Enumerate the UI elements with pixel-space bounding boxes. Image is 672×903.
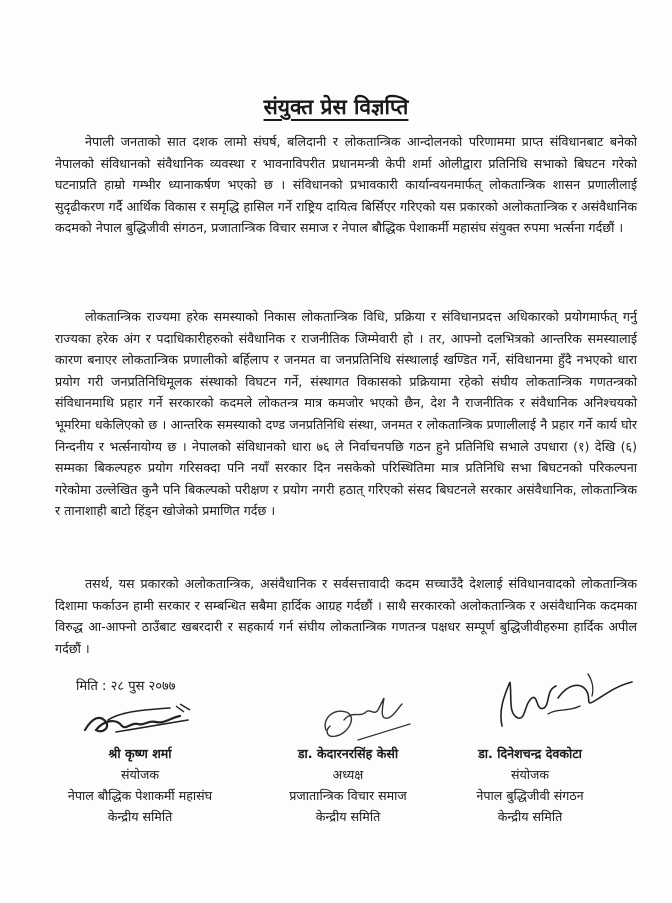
document-title: संयुक्त प्रेस विज्ञप्ति — [263, 95, 409, 119]
signer-organization: नेपाल बुद्धिजीवी संगठन — [476, 788, 584, 803]
signer-block-3 — [430, 743, 630, 827]
signer-committee: केन्द्रीय समिति — [107, 809, 173, 824]
paragraph-1: नेपाली जनताको सात दशक लामो संघर्ष, बलिदानी र लोकतान्त्रिक आन्दोलनको परिणाममा प्राप्त संविधानबाट बनेको नेपालको संविधानको संवैधानिक व्यवस्था र भावनाविपरीत प्रधानमन्त्री केपी शर्मा ओलीद्वारा प्रतिनिधि सभाको बिघटन गरेको घटनाप्रति हाम्रो गम्भीर ध्यानाकर्षण भएको छ । संविधानको प्रभावकारी कार्यान्वयनमार्फत् लोकतान्त्रिक शासन प्रणालीलाई सुदृढीकरण गर्दै आर्थिक विकास र समृद्धि हासिल गर्ने राष्ट्रिय दायित्व बिर्सिएर गरिएको यस प्रकारको अलोकतान्त्रिक र असंवैधानिक कदमको नेपाल बुद्धिजीवी संगठन, प्रजातान्त्रिक विचार समाज र नेपाल बौद्धिक पेशाकर्मी महासंघ संयुक्त रुपमा भर्त्सना गर्दछौं । — [55, 134, 637, 236]
signer-committee: केन्द्रीय समिति — [497, 809, 563, 824]
signature-3-image — [488, 668, 638, 738]
signer-committee: केन्द्रीय समिति — [315, 809, 381, 824]
signature-2-image — [318, 690, 418, 748]
signer-name: डा. केदारनरसिंह केसी — [297, 746, 399, 761]
signer-name: डा. दिनेशचन्द्र देवकोटा — [478, 746, 582, 761]
paragraph-2: लोकतान्त्रिक राज्यमा हरेक समस्याको निकास लोकतान्त्रिक विधि, प्रक्रिया र संविधानप्रदत्त अधिकारको प्रयोगमार्फत् गर्नु राज्यका हरेक अंग र पदाधिकारीहरुको संवैधानिक र राजनीतिक जिम्मेवारी हो । तर, आफ्नो दलभित्रको आन्तरिक समस्यालाई कारण बनाएर लोकतान्त्रिक प्रणालीको बर्हिलाप र जनमत वा जनप्रतिनिधि संस्थालाई खण्डित गर्ने, संविधानमा हुँदै नभएको धारा प्रयोग गरी जनप्रतिनिधिमूलक संस्थाको विघटन गर्ने, संस्थागत विकासको प्रक्रियामा रहेको संघीय लोकतान्त्रिक गणतन्त्रको संविधानमाथि प्रहार गर्ने सरकारको कदमले लोकतन्त्र मात्र कमजोर भएको छैन, देश नै राजनीतिक र संवैधानिक अनिश्चयको भूमरिमा धकेलिएको छ । आन्तरिक समस्याको दण्ड जनप्रतिनिधि संस्था, जनमत र लोकतान्त्रिक प्रणालीलाई नै प्रहार गर्ने कार्य घोर निन्दनीय र भर्त्सनायोग्य छ । नेपालको संविधानको धारा ७६ ले निर्वाचनपछि गठन हुने प्रतिनिधि सभाले उपधारा (१) देखि (६) सम्मका बिकल्पहरु प्रयोग गरिसक्दा पनि नयाँ सरकार दिन नसकेको परिस्थितिमा मात्र प्रतिनिधि सभा बिघटनको परिकल्पना गरेकोमा उल्लेखित कुनै पनि बिकल्पको परीक्षण र प्रयोग नगरी हठात् गरिएको संसद बिघटनले सरकार असंवैधानिक, लोकतान्त्रिक र तानाशाही बाटो हिंड्न खोजेको प्रमाणित गर्दछ । — [55, 309, 637, 519]
paragraph-3: तसर्थ, यस प्रकारको अलोकतान्त्रिक, असंवैधानिक र सर्वसत्तावादी कदम सच्चाउँदै देशलाई संविधानवादको लोकतान्त्रिक दिशामा फर्काउन हामी सरकार र सम्बन्धित सबैमा हार्दिक आग्रह गर्दछौं । साथै सरकारको अलोकतान्त्रिक र असंवैधानिक कदमका विरुद्ध आ-आफ्नो ठाउँबाट खबरदारी र सहकार्य गर्न संघीय लोकतान्त्रिक गणतन्त्र पक्षधर सम्पूर्ण बुद्धिजीवीहरुमा हार्दिक अपील गर्दछौं । — [55, 576, 637, 656]
signer-organization: प्रजातान्त्रिक विचार समाज — [289, 788, 407, 803]
date-line: मिति : २८ पुस २०७७ — [76, 679, 176, 694]
signer-role: संयोजक — [510, 767, 550, 782]
signer-block-2 — [248, 743, 448, 827]
signer-name: श्री कृष्ण शर्मा — [108, 746, 172, 761]
signature-1-image — [80, 700, 195, 742]
signer-organization: नेपाल बौद्धिक पेशाकर्मी महासंघ — [67, 788, 213, 803]
signer-block-1 — [30, 743, 250, 827]
signer-role: संयोजक — [120, 767, 160, 782]
signer-role: अध्यक्ष — [332, 767, 364, 782]
